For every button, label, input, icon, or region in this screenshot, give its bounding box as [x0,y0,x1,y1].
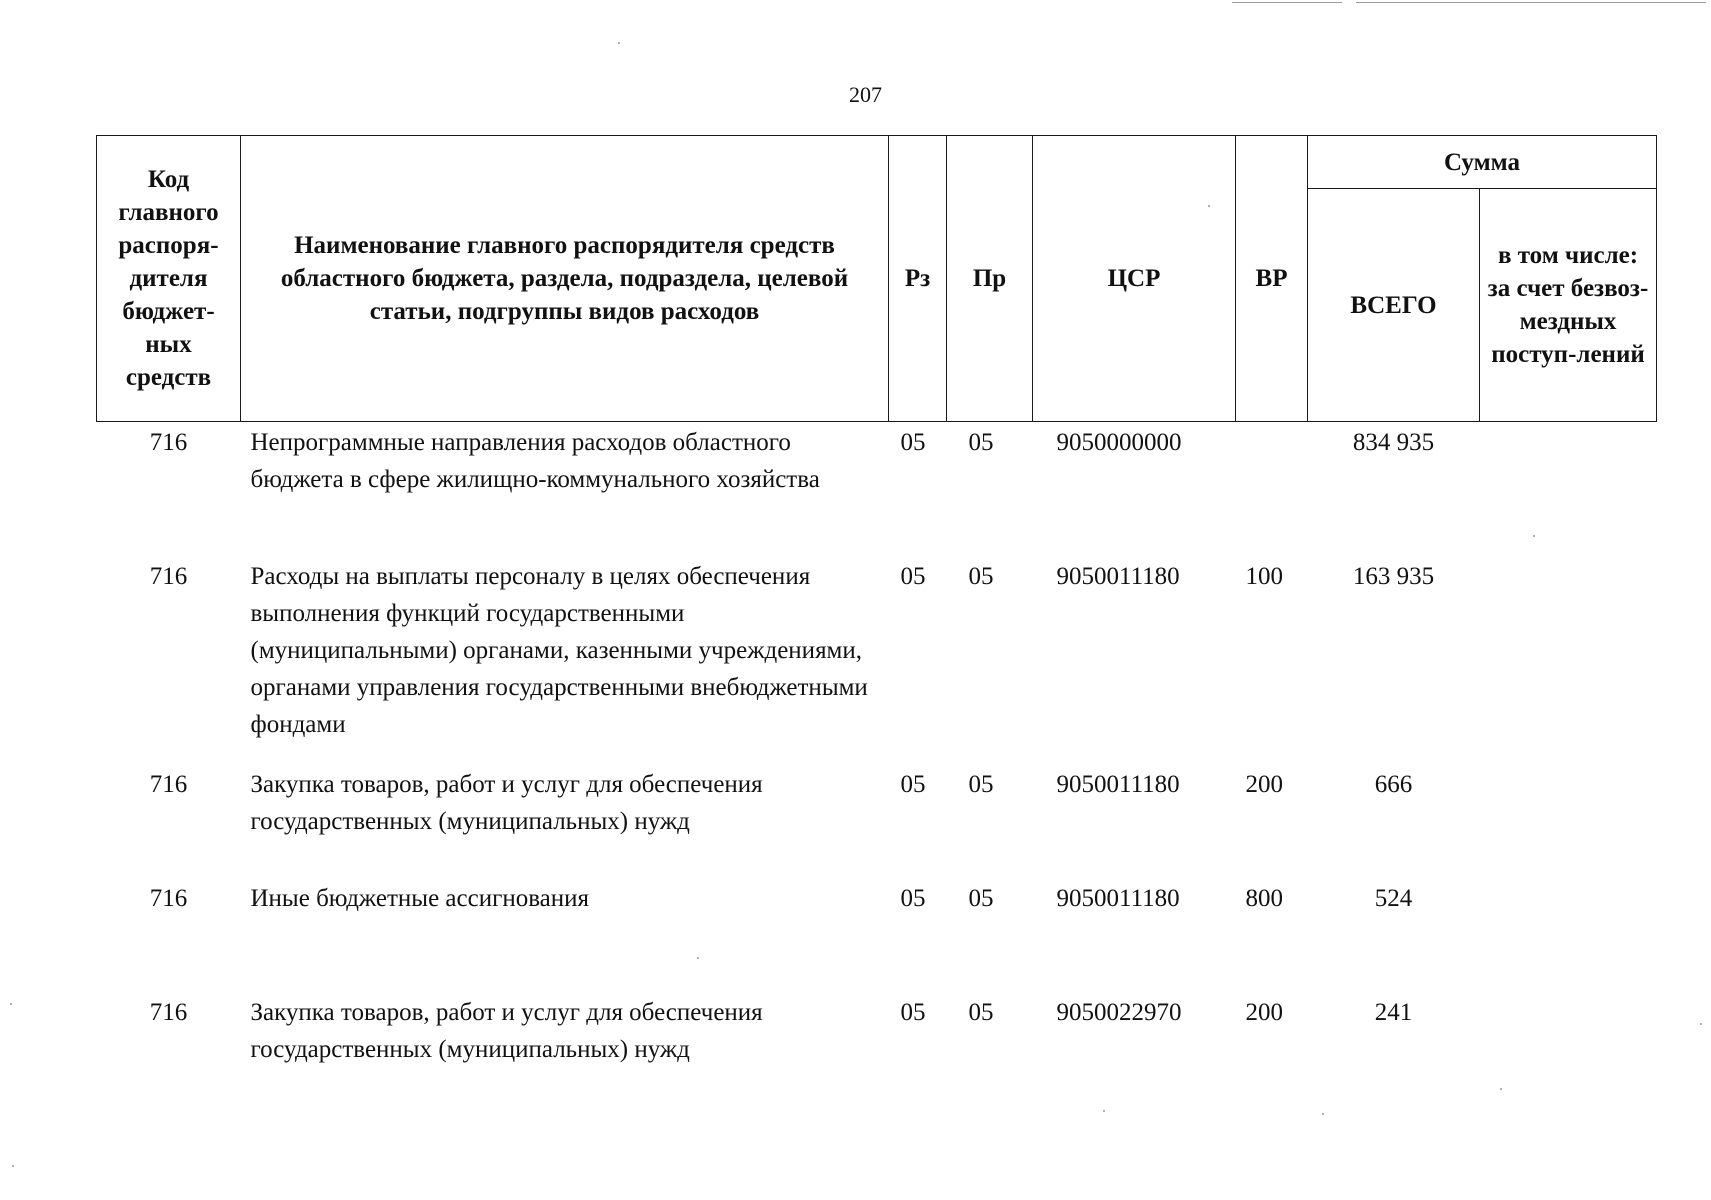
scan-speck [1103,1110,1105,1112]
scan-speck [1700,1023,1702,1025]
scan-speck [1322,1113,1324,1115]
cell-vr [1236,422,1308,559]
table-row [97,422,1657,559]
table-row [97,766,1657,880]
budget-table [96,135,1657,1074]
cell-rz: 05 [900,999,926,1026]
cell-csr: 9050011180 [1056,563,1180,590]
cell-total: 163 935 [1352,563,1435,590]
cell-csr: 9050000000 [1056,429,1182,456]
header-free-receipts: в том числе: за счет безвоз-мездных поступ-лений [1480,189,1657,422]
scan-artifact-line [1232,2,1342,3]
cell-rz: 05 [900,429,926,456]
cell-total: 666 [1374,771,1413,798]
cell-rz: 05 [900,563,926,590]
header-sum: Сумма [1308,136,1657,189]
header-name: Наименование главного распорядителя средств областного бюджета, раздела, подраздела, целевой статьи, подгруппы видов расходов [241,136,889,422]
cell-total: 524 [1374,885,1413,912]
header-vr: ВР [1236,136,1308,422]
header-csr: ЦСР [1033,136,1236,422]
scan-speck [1533,535,1535,537]
table-row [97,880,1657,994]
cell-csr: 9050022970 [1056,999,1182,1026]
cell-csr: 9050011180 [1056,771,1180,798]
cell-free-receipts [1480,766,1657,880]
scan-speck [1208,205,1210,207]
table-header [97,136,1657,422]
cell-vr: 100 [1245,563,1283,590]
cell-free-receipts [1480,558,1657,766]
page-number: 207 [849,82,882,107]
cell-free-receipts [1480,422,1657,559]
scan-speck [1500,1088,1502,1090]
header-rz: Рз [889,136,947,422]
cell-name: Закупка товаров, работ и услуг для обеспечения государственных (муниципальных) нужд [250,771,763,835]
cell-pr: 05 [968,429,994,456]
header-total: ВСЕГО [1308,189,1480,422]
cell-pr: 05 [968,563,994,590]
cell-vr: 200 [1245,771,1283,798]
cell-csr: 9050011180 [1056,885,1180,912]
table-row [97,558,1657,766]
cell-free-receipts [1480,880,1657,994]
cell-free-receipts [1480,994,1657,1074]
cell-code: 716 [149,429,188,456]
scan-speck [618,42,620,44]
cell-code: 716 [149,885,188,912]
cell-rz: 05 [900,771,926,798]
scan-speck [12,1165,14,1167]
cell-name: Иные бюджетные ассигнования [250,885,590,912]
cell-pr: 05 [968,999,994,1026]
cell-rz: 05 [900,885,926,912]
cell-name: Закупка товаров, работ и услуг для обеспечения государственных (муниципальных) нужд [250,999,763,1063]
scan-speck [10,1003,12,1005]
table-body [97,422,1657,1075]
table-row [97,994,1657,1074]
cell-code: 716 [149,563,188,590]
cell-name: Непрограммные направления расходов областного бюджета в сфере жилищно-коммунального хозяйства [250,429,820,493]
cell-name: Расходы на выплаты персоналу в целях обеспечения выполнения функций государственными (муниципальными) органами, казенными учреждениями, органами управления государственными внебюджетными фондами [250,563,868,738]
header-code: Код главного распоря-дителя бюджет-ных средств [97,136,241,422]
cell-total: 834 935 [1352,429,1435,456]
scan-artifact-line [1356,2,1706,3]
cell-total: 241 [1374,999,1413,1026]
header-pr: Пр [947,136,1033,422]
cell-vr: 200 [1245,999,1283,1026]
cell-code: 716 [149,999,188,1026]
scan-speck [697,957,699,959]
cell-vr: 800 [1245,885,1283,912]
cell-pr: 05 [968,771,994,798]
cell-pr: 05 [968,885,994,912]
cell-code: 716 [149,771,188,798]
